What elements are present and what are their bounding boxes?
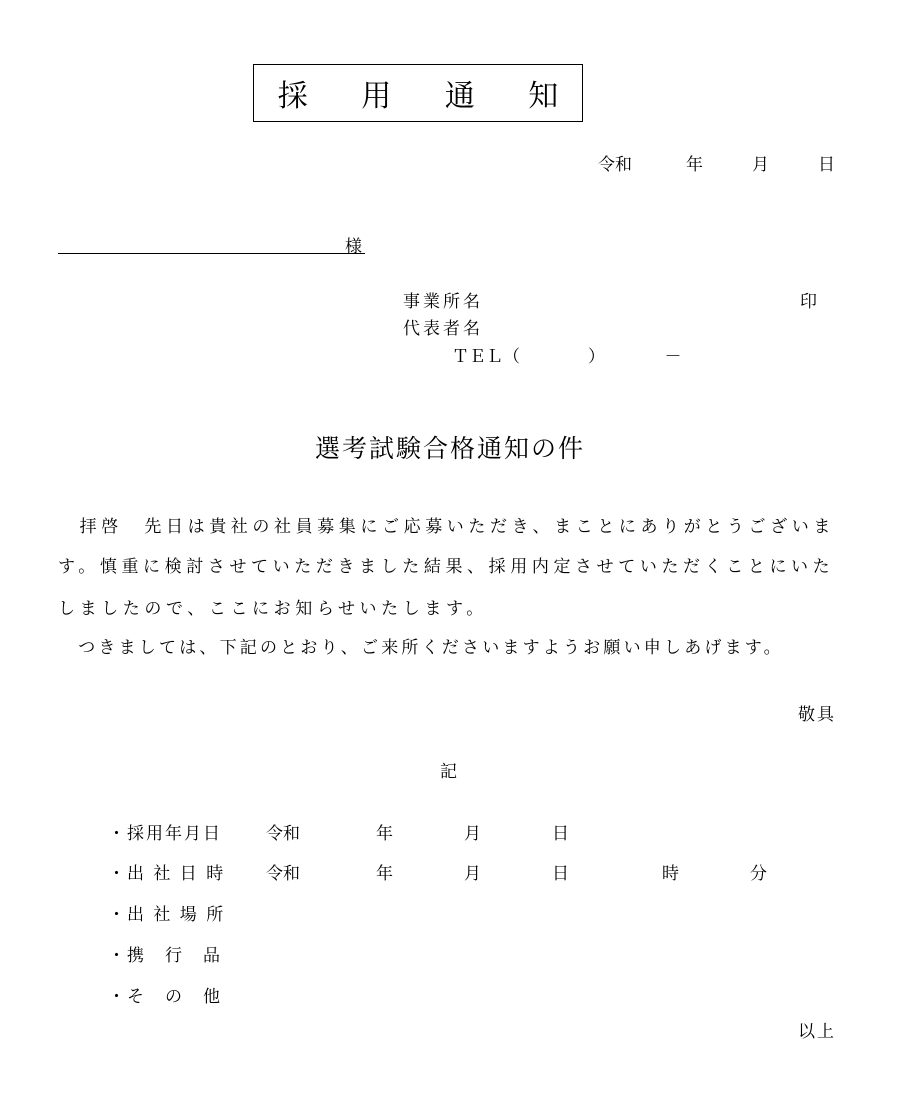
document-title: 採 用 通 知 xyxy=(253,64,583,122)
date-era: 令和 xyxy=(598,155,632,175)
tel-line: ＴＥＬ（ ） － xyxy=(452,347,682,367)
representative-label: 代表者名 xyxy=(403,319,483,339)
ki-heading: 記 xyxy=(440,762,457,782)
addressee-suffix: 様 xyxy=(345,237,362,257)
seal-mark: 印 xyxy=(800,292,820,312)
body-line-4: つきましては、下記のとおり、ご来所くださいますようお願い申しあげます。 xyxy=(58,638,784,658)
start-datetime-year: 年 xyxy=(376,864,393,884)
body-line-3: しましたので、ここにお知らせいたします。 xyxy=(58,599,488,619)
addressee-name-line xyxy=(58,253,365,254)
start-datetime-hour: 時 xyxy=(662,864,679,884)
start-datetime-era: 令和 xyxy=(266,864,300,884)
date-year: 年 xyxy=(686,155,703,175)
date-month: 月 xyxy=(752,155,769,175)
belongings-label: ・携 行 品 xyxy=(108,946,222,966)
location-label: ・出 社 場 所 xyxy=(108,905,226,925)
hire-date-year: 年 xyxy=(376,824,393,844)
date-day: 日 xyxy=(818,155,835,175)
end-ijou: 以上 xyxy=(798,1022,836,1042)
start-datetime-month: 月 xyxy=(464,864,481,884)
start-datetime-day: 日 xyxy=(552,864,569,884)
office-name-label: 事業所名 xyxy=(403,292,483,312)
closing-keigu: 敬具 xyxy=(798,705,836,725)
body-line-1: 拝啓 先日は貴社の社員募集にご応募いただき、まことにありがとうございま xyxy=(58,517,835,537)
hire-date-label: ・採用年月日 xyxy=(108,824,222,844)
hire-date-day: 日 xyxy=(552,824,569,844)
subject-heading: 選考試験合格通知の件 xyxy=(314,434,585,463)
body-line-2: す。慎重に検討させていただきました結果、採用内定させていただくことにいた xyxy=(58,557,835,577)
hire-date-era: 令和 xyxy=(266,824,300,844)
start-datetime-label: ・出 社 日 時 xyxy=(108,864,226,884)
start-datetime-minute: 分 xyxy=(750,864,767,884)
other-label: ・そ の 他 xyxy=(108,987,222,1007)
hire-date-month: 月 xyxy=(464,824,481,844)
